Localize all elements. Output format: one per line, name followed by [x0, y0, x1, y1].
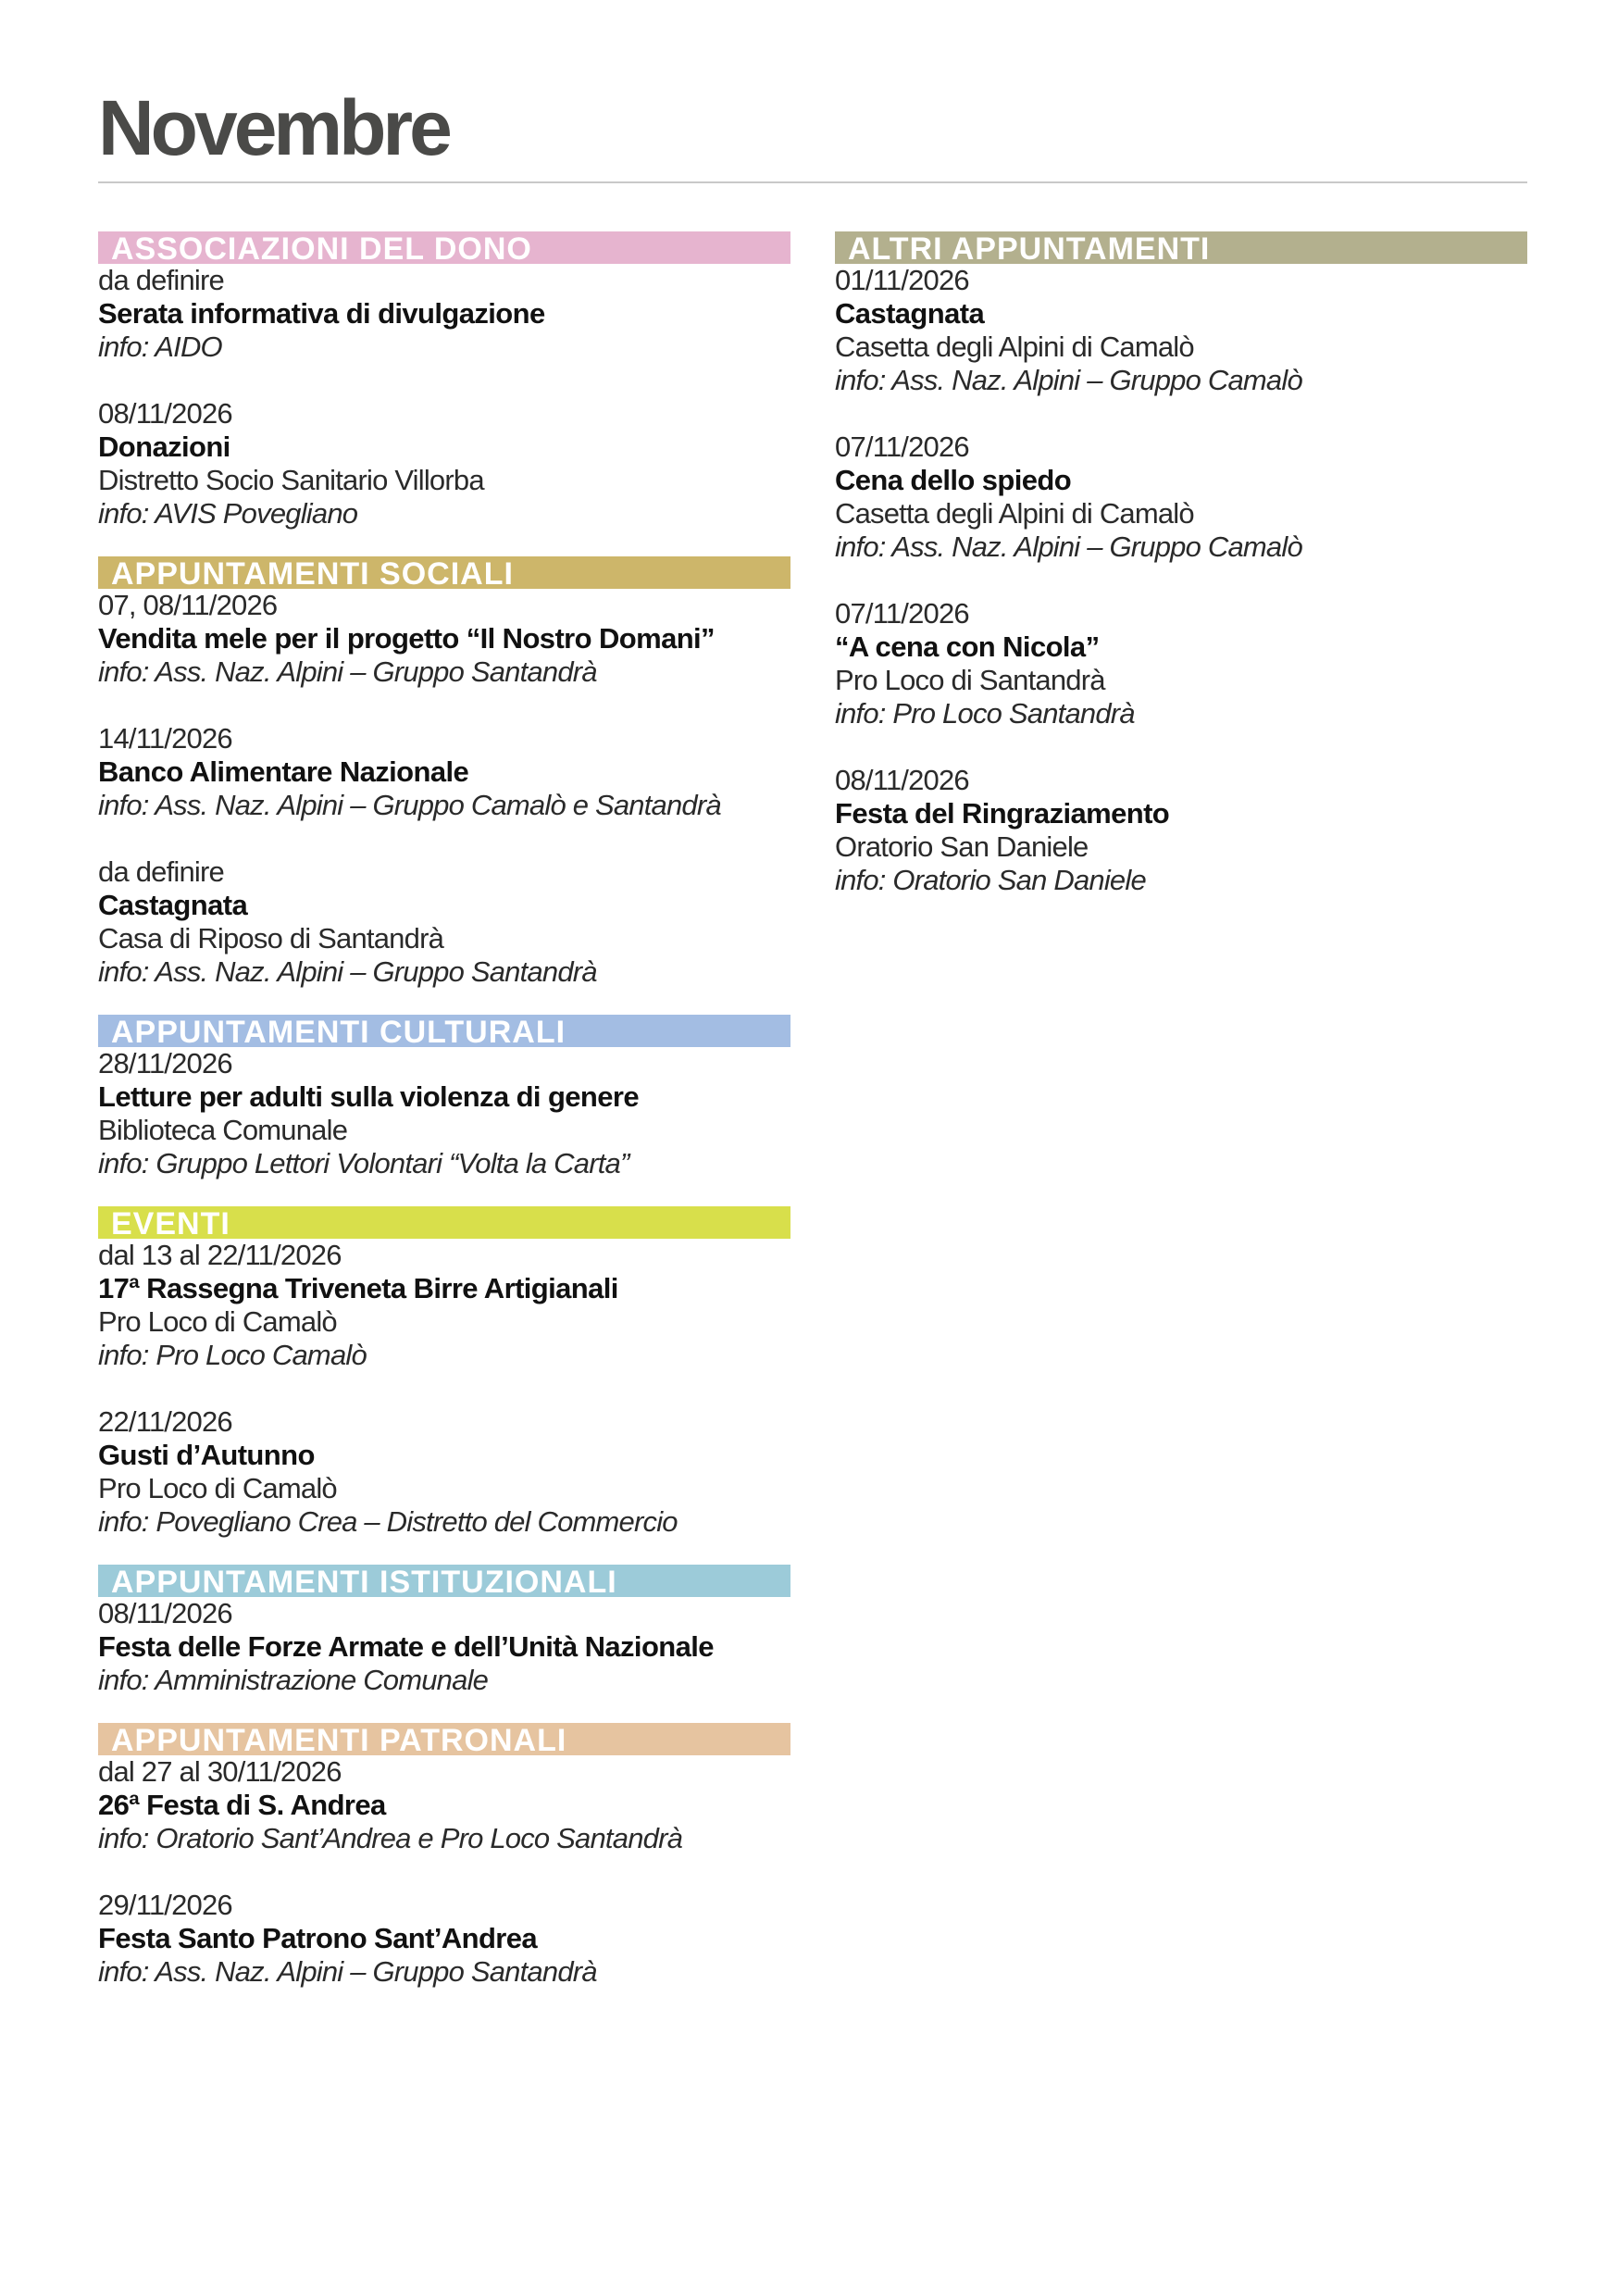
- event-date: 08/11/2026: [98, 397, 232, 430]
- event-title: “A cena con Nicola”: [835, 630, 1100, 663]
- event-title: Festa delle Forze Armate e dell’Unità Nazionale: [98, 1630, 714, 1663]
- event-item: [98, 589, 790, 689]
- event-item: [98, 1239, 790, 1372]
- event-date: 29/11/2026: [98, 1889, 232, 1921]
- event-title: Banco Alimentare Nazionale: [98, 755, 469, 788]
- event-info: info: Ass. Naz. Alpini – Gruppo Camalò: [835, 364, 1302, 396]
- event-date: 01/11/2026: [835, 264, 969, 296]
- event-title: Cena dello spiedo: [835, 464, 1072, 496]
- section-header: APPUNTAMENTI SOCIALI: [98, 556, 790, 589]
- event-info: info: Ass. Naz. Alpini – Gruppo Santandrà: [98, 1955, 597, 1988]
- event-item: [835, 764, 1527, 897]
- section-header: EVENTI: [98, 1206, 790, 1239]
- page-title: Novembre: [98, 84, 449, 171]
- event-info: info: Ass. Naz. Alpini – Gruppo Santandrà: [98, 655, 597, 688]
- right-column: [835, 231, 1527, 923]
- section-header: ASSOCIAZIONI DEL DONO: [98, 231, 790, 264]
- event-info: info: AIDO: [98, 331, 222, 363]
- event-date: 08/11/2026: [835, 764, 969, 796]
- event-info: info: Ass. Naz. Alpini – Gruppo Camalò: [835, 530, 1302, 563]
- event-location: Pro Loco di Santandrà: [835, 664, 1105, 696]
- section-appuntamenti-culturali: [98, 1015, 790, 1180]
- event-item: [98, 397, 790, 530]
- event-item: [835, 264, 1527, 397]
- event-item: [98, 1405, 790, 1539]
- event-date: dal 13 al 22/11/2026: [98, 1239, 342, 1271]
- section-header: APPUNTAMENTI ISTITUZIONALI: [98, 1565, 790, 1597]
- event-location: Casetta degli Alpini di Camalò: [835, 331, 1194, 363]
- event-date: dal 27 al 30/11/2026: [98, 1755, 342, 1788]
- event-location: Oratorio San Daniele: [835, 830, 1089, 863]
- event-info: info: Amministrazione Comunale: [98, 1664, 489, 1696]
- event-info: info: Gruppo Lettori Volontari “Volta la Carta”: [98, 1147, 629, 1179]
- event-title: 26ª Festa di S. Andrea: [98, 1789, 386, 1821]
- event-date: 14/11/2026: [98, 722, 232, 755]
- event-title: Vendita mele per il progetto “Il Nostro Domani”: [98, 622, 715, 655]
- section-altri-appuntamenti: [835, 231, 1527, 897]
- event-info: info: Ass. Naz. Alpini – Gruppo Santandrà: [98, 955, 597, 988]
- event-info: info: AVIS Povegliano: [98, 497, 358, 530]
- event-item: [98, 264, 790, 364]
- event-title: Castagnata: [98, 889, 248, 921]
- event-title: Castagnata: [835, 297, 985, 330]
- event-info: info: Oratorio Sant’Andrea e Pro Loco Santandrà: [98, 1822, 683, 1854]
- title-divider: [98, 181, 1527, 183]
- section-eventi: [98, 1206, 790, 1539]
- event-date: 07/11/2026: [835, 597, 969, 630]
- event-date: 28/11/2026: [98, 1047, 232, 1079]
- event-date: da definire: [98, 855, 224, 888]
- event-date: da definire: [98, 264, 224, 296]
- event-item: [835, 430, 1527, 564]
- event-date: 07/11/2026: [835, 430, 969, 463]
- event-item: [98, 855, 790, 989]
- event-title: Festa del Ringraziamento: [835, 797, 1170, 830]
- event-info: info: Oratorio San Daniele: [835, 864, 1146, 896]
- event-item: [98, 722, 790, 822]
- event-item: [98, 1047, 790, 1180]
- event-title: Donazioni: [98, 430, 230, 463]
- section-header: ALTRI APPUNTAMENTI: [835, 231, 1527, 264]
- section-appuntamenti-istituzionali: [98, 1565, 790, 1697]
- left-column: [98, 231, 790, 2015]
- event-date: 07, 08/11/2026: [98, 589, 278, 621]
- event-title: Letture per adulti sulla violenza di genere: [98, 1080, 640, 1113]
- event-location: Pro Loco di Camalò: [98, 1472, 337, 1504]
- event-info: info: Pro Loco Santandrà: [835, 697, 1135, 730]
- section-associazioni-del-dono: [98, 231, 790, 530]
- event-location: Pro Loco di Camalò: [98, 1305, 337, 1338]
- event-title: 17ª Rassegna Triveneta Birre Artigianali: [98, 1272, 618, 1304]
- section-header: APPUNTAMENTI CULTURALI: [98, 1015, 790, 1047]
- section-header: APPUNTAMENTI PATRONALI: [98, 1723, 790, 1755]
- event-item: [98, 1889, 790, 1989]
- event-item: [98, 1755, 790, 1855]
- event-title: Festa Santo Patrono Sant’Andrea: [98, 1922, 538, 1954]
- section-appuntamenti-sociali: [98, 556, 790, 989]
- event-location: Casa di Riposo di Santandrà: [98, 922, 444, 955]
- event-date: 22/11/2026: [98, 1405, 232, 1438]
- event-item: [98, 1597, 790, 1697]
- event-location: Casetta degli Alpini di Camalò: [835, 497, 1194, 530]
- event-title: Serata informativa di divulgazione: [98, 297, 545, 330]
- event-item: [835, 597, 1527, 730]
- event-location: Biblioteca Comunale: [98, 1114, 348, 1146]
- event-location: Distretto Socio Sanitario Villorba: [98, 464, 484, 496]
- section-appuntamenti-patronali: [98, 1723, 790, 1989]
- event-info: info: Pro Loco Camalò: [98, 1339, 367, 1371]
- event-info: info: Ass. Naz. Alpini – Gruppo Camalò e Santandrà: [98, 789, 721, 821]
- event-info: info: Povegliano Crea – Distretto del Commercio: [98, 1505, 678, 1538]
- event-title: Gusti d’Autunno: [98, 1439, 315, 1471]
- event-date: 08/11/2026: [98, 1597, 232, 1629]
